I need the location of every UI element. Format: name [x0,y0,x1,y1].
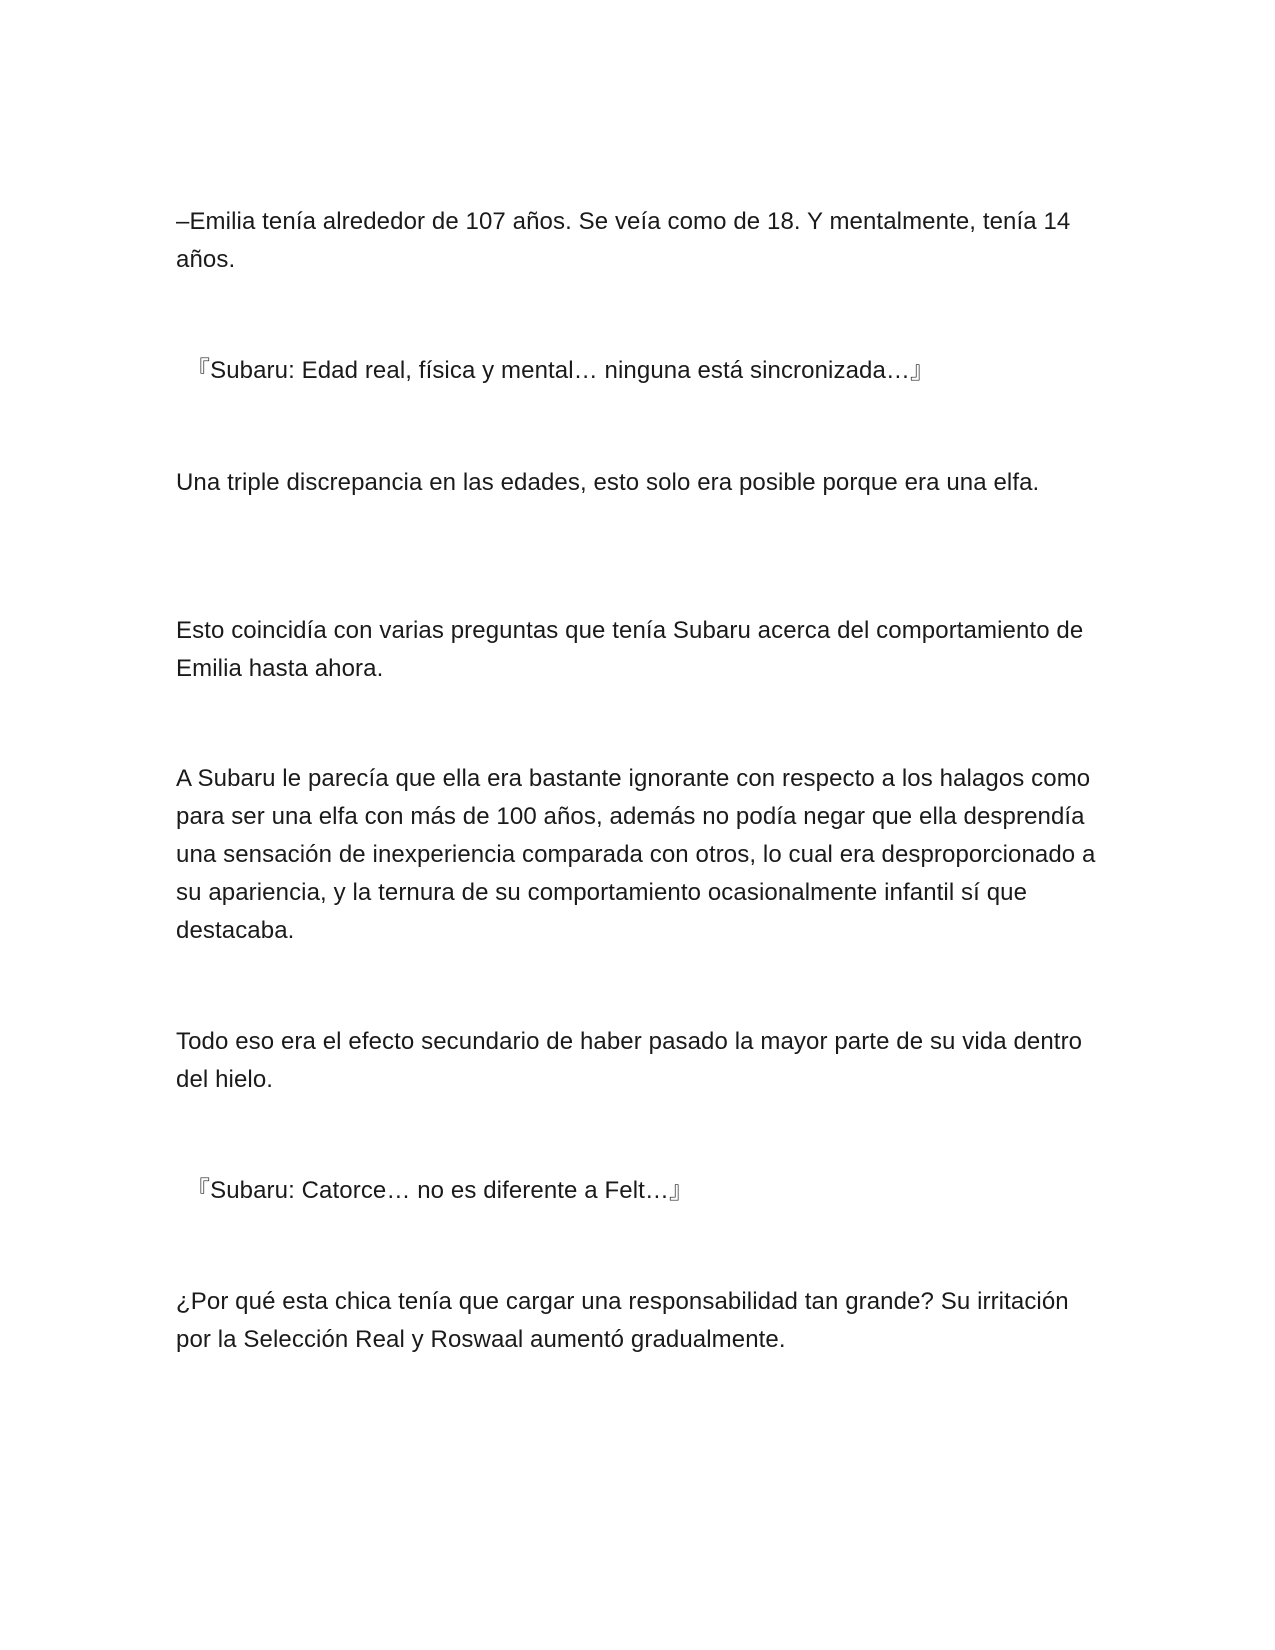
paragraph-emilia-age: –Emilia tenía alrededor de 107 años. Se veía como de 18. Y mentalmente, tenía 14 años. [176,208,1071,273]
dialogue-subaru-felt: 『Subaru: Catorce… no es diferente a Felt…』 [186,1177,694,1204]
paragraph-triple-discrepancy: Una triple discrepancia en las edades, esto solo era posible porque era una elfa. [176,469,1040,496]
paragraph-inexperience: A Subaru le parecía que ella era bastante ignorante con respecto a los halagos como para ser una elfa con más de 100 años, además no podía negar que ella desprendía una sensación de inexperiencia comparada con otros, lo cual era desproporcionado a su apariencia, y la ternura de su comportamiento ocasionalmente infantil sí que destacaba. [176,765,1096,944]
paragraph-questions: Esto coincidía con varias preguntas que tenía Subaru acerca del comportamiento de Emilia hasta ahora. [176,617,1084,682]
paragraph-responsibility: ¿Por qué esta chica tenía que cargar una responsabilidad tan grande? Su irritación por la Selección Real y Roswaal aumentó gradualmente. [176,1288,1069,1353]
paragraph-side-effect: Todo eso era el efecto secundario de haber pasado la mayor parte de su vida dentro del hielo. [176,1028,1083,1093]
dialogue-subaru-ages: 『Subaru: Edad real, física y mental… ninguna está sincronizada…』 [186,357,935,384]
